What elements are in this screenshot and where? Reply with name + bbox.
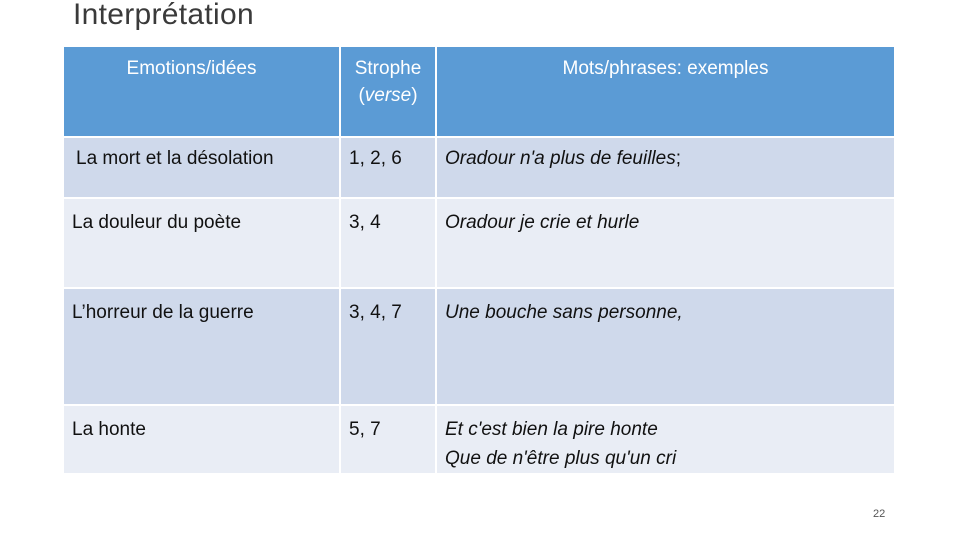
cell-strophes: 3, 4, 7 (340, 288, 436, 405)
interpretation-table (62, 45, 896, 475)
cell-example: Et c'est bien la pire honte Que de n'être plus qu'un cri (436, 405, 895, 474)
header-strophe: Strophe (verse) (340, 46, 436, 137)
cell-strophes: 5, 7 (340, 405, 436, 474)
header-strophe-label: Strophe (354, 58, 422, 79)
header-verse-label: verse (364, 85, 412, 106)
cell-theme: La honte (63, 405, 340, 474)
slide-title: Interprétation (73, 0, 254, 31)
cell-example: Une bouche sans personne, (436, 288, 895, 405)
cell-strophes: 1, 2, 6 (340, 137, 436, 198)
header-emotions: Emotions/idées (63, 46, 340, 137)
table-row (63, 137, 895, 198)
table-row (63, 405, 895, 474)
table-row (63, 288, 895, 405)
cell-strophes: 3, 4 (340, 198, 436, 288)
cell-example: Oradour je crie et hurle (436, 198, 895, 288)
page-number: 22 (873, 508, 886, 520)
cell-example: Oradour n'a plus de feuilles; (436, 137, 895, 198)
header-examples: Mots/phrases: exemples (436, 46, 895, 137)
cell-theme: La douleur du poète (63, 198, 340, 288)
cell-theme: L’horreur de la guerre (63, 288, 340, 405)
table-header-row (63, 46, 895, 137)
cell-theme: La mort et la désolation (63, 137, 340, 198)
table-row (63, 198, 895, 288)
